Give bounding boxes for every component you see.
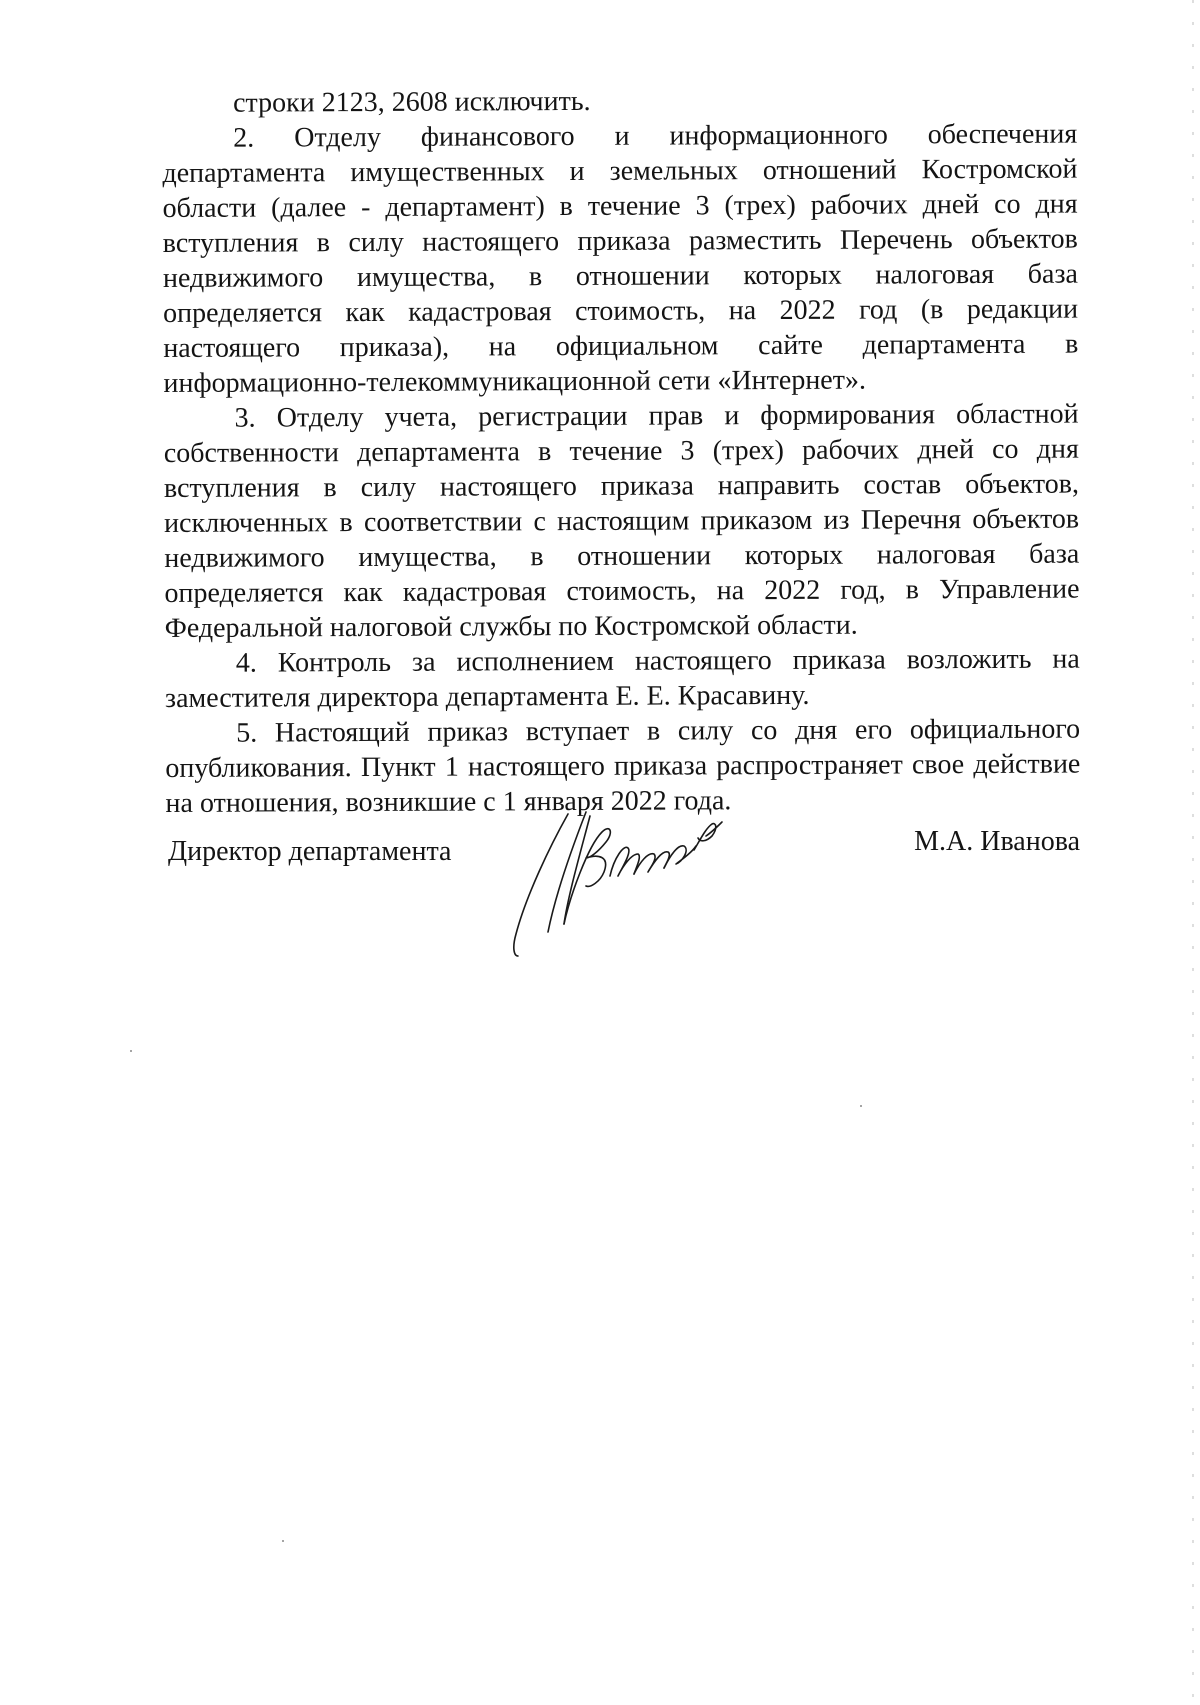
scan-speck <box>130 1050 132 1052</box>
document-body <box>162 82 1081 821</box>
paragraph-5: 5. Настоящий приказ вступает в силу со дня его официального опубликования. Пункт 1 настоящего приказа распространяет свое действие на отношения, возникшие с 1 января 2022 года. <box>165 713 1081 819</box>
paragraph-3: 3. Отделу учета, регистрации прав и формирования областной собственности департамента в течение 3 (трех) рабочих дней со дня вступления в силу настоящего приказа направить состав объектов, исключенных в соответствии с настоящим приказом из Перечня объектов недвижимого имущества, в отношении которых налоговая база определяется как кадастровая стоимость, на 2022 год, в Управление Федеральной налоговой службы по Костромской области. <box>163 398 1080 644</box>
scan-edge-artifact <box>1192 0 1194 1705</box>
scan-speck <box>860 1105 862 1107</box>
paragraph-2: 2. Отделу финансового и информационного обеспечения департамента имущественных и земельных отношений Костромской области (далее - департамент) в течение 3 (трех) рабочих дней со дня вступления в силу настоящего приказа разместить Перечень объектов недвижимого имущества, в отношении которых налоговая база определяется как кадастровая стоимость, на 2022 год (в редакции настоящего приказа), на официальном сайте департамента в информационно-телекоммуникационной сети «Интернет». <box>162 118 1079 399</box>
signer-position: Директор департамента <box>168 836 452 867</box>
paragraph-1-continuation: строки 2123, 2608 исключить. <box>233 85 591 119</box>
signature-block <box>168 824 1080 964</box>
signer-name: М.А. Иванова <box>914 826 1080 857</box>
handwritten-signature <box>506 806 736 961</box>
scan-speck <box>282 1540 284 1542</box>
paragraph-4: 4. Контроль за исполнением настоящего приказа возложить на заместителя директора департамента Е. Е. Красавину. <box>164 643 1080 714</box>
